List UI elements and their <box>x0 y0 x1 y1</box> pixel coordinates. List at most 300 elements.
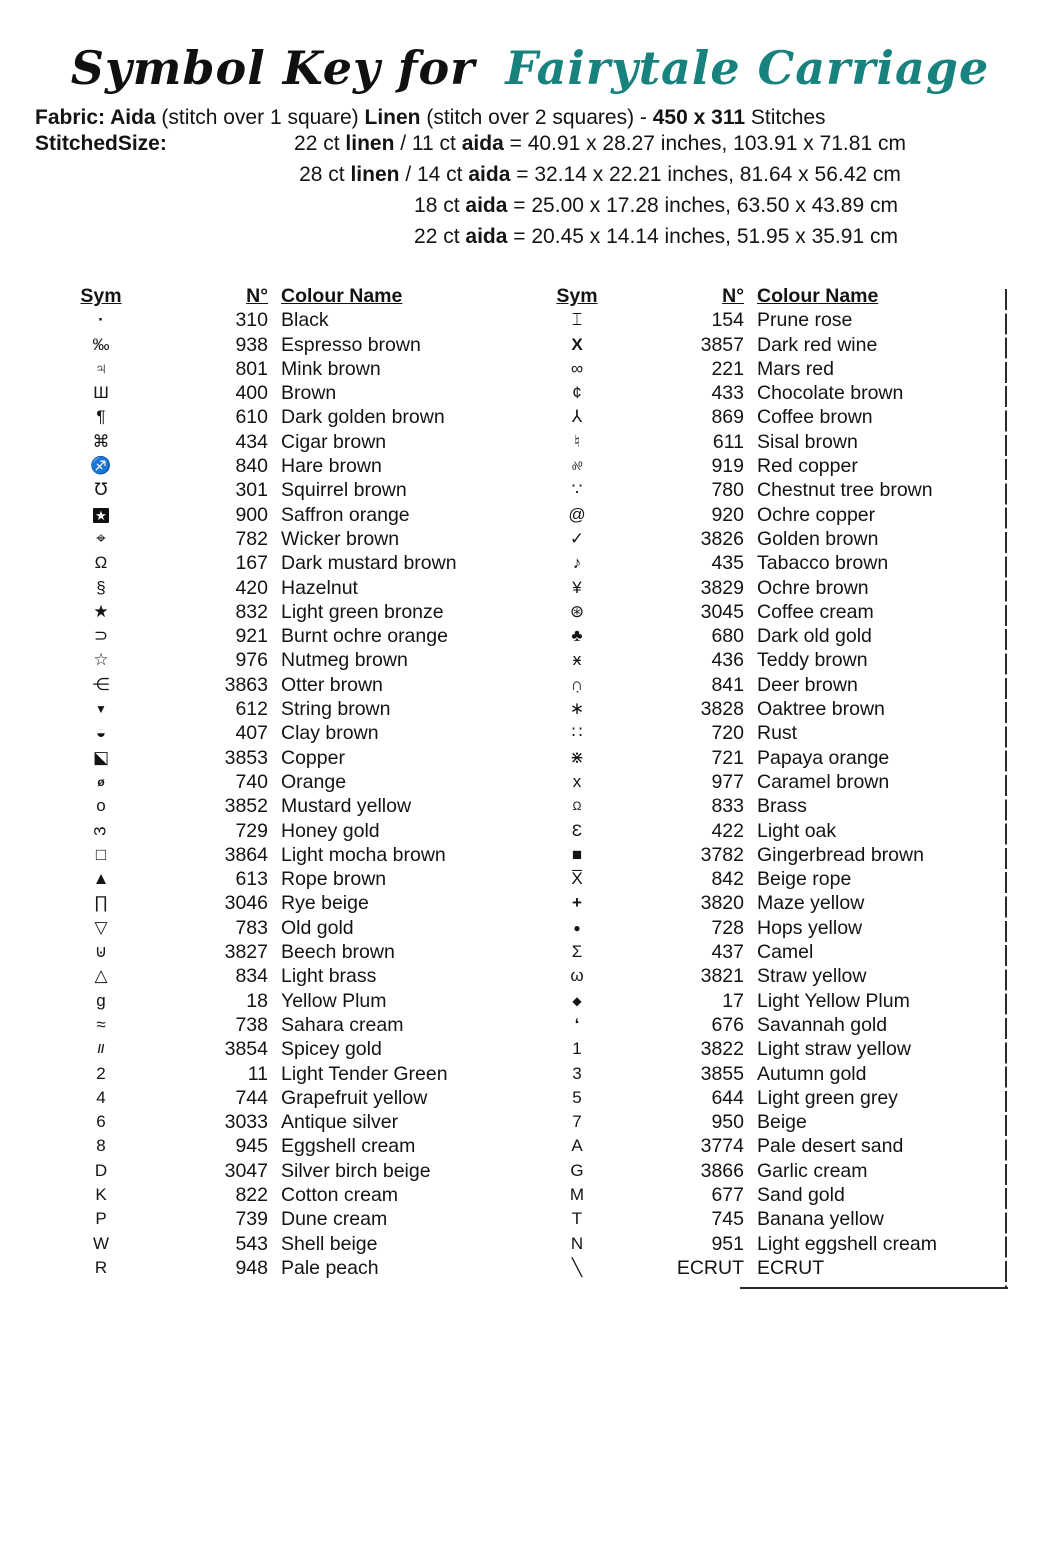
text-segment: = 25.00 x 17.28 inches, 63.50 x 43.89 cm <box>507 194 898 218</box>
symbol-cell <box>72 819 130 843</box>
table-row <box>72 964 522 988</box>
symbol-cell <box>548 1183 606 1207</box>
table-row <box>548 333 998 357</box>
number-cell: 420 <box>235 576 268 599</box>
symbol-cell <box>72 964 130 988</box>
number-cell: 3047 <box>224 1159 268 1182</box>
number-cell: 437 <box>711 941 744 964</box>
number-cell: 739 <box>235 1208 268 1231</box>
number-cell: 435 <box>711 552 744 575</box>
table-row <box>548 551 998 575</box>
symbol-cell <box>548 357 606 381</box>
table-row <box>548 405 998 429</box>
colour-name-cell: Antique silver <box>281 1111 399 1134</box>
stitch-symbol-glyph: ∩̣ <box>570 674 584 694</box>
text-segment: = 20.45 x 14.14 inches, 51.95 x 35.91 cm <box>507 225 898 249</box>
colour-name-cell: Otter brown <box>281 673 383 696</box>
colour-name-cell: Teddy brown <box>757 649 868 672</box>
stitch-symbol-glyph: ▼ <box>95 702 107 717</box>
symbol-cell <box>72 454 130 478</box>
stitch-symbol-glyph: ⌘ <box>92 431 110 451</box>
colour-name-cell: Maze yellow <box>757 892 865 915</box>
colour-name-cell: Light green bronze <box>281 600 444 623</box>
table-row <box>72 576 522 600</box>
colour-name-cell: Wicker brown <box>281 527 400 550</box>
colour-name-cell: Honey gold <box>281 819 380 842</box>
symbol-cell <box>72 624 130 648</box>
number-cell: 310 <box>235 309 268 332</box>
colour-name-cell: Copper <box>281 746 345 769</box>
text-segment: linen <box>350 163 400 187</box>
stitch-symbol-glyph: ✓ <box>569 528 585 548</box>
colour-name-cell: Sisal brown <box>757 430 858 453</box>
fabric-line <box>35 106 1060 130</box>
number-cell: 869 <box>711 406 744 429</box>
symbol-cell <box>548 1134 606 1158</box>
symbol-cell <box>72 673 130 697</box>
number-cell: 3046 <box>224 892 268 915</box>
table-row <box>548 527 998 551</box>
text-segment: 28 ct <box>299 163 351 187</box>
stitch-symbol-glyph: ⋇ <box>569 747 585 767</box>
table-row <box>72 1232 522 1256</box>
symbol-cell <box>548 891 606 915</box>
stitch-symbol-glyph: ӿ <box>572 650 582 670</box>
number-cell: 738 <box>235 1013 268 1036</box>
header-sym: Sym <box>556 285 598 307</box>
colour-name-cell: Straw yellow <box>757 965 867 988</box>
text-segment: (stitch over 2 squares) - <box>420 106 653 130</box>
stitch-symbol-glyph: 1 <box>572 1039 582 1059</box>
colour-name-cell: Orange <box>281 770 347 793</box>
colour-name-cell: Dark old gold <box>757 625 872 648</box>
text-segment: 22 ct <box>414 225 466 249</box>
colour-name-cell: Garlic cream <box>757 1159 868 1182</box>
number-cell: 3826 <box>700 527 744 550</box>
stitched-size-line <box>225 132 975 156</box>
colour-name-cell: Rust <box>757 722 798 745</box>
table-row <box>72 405 522 429</box>
text-segment: 18 ct <box>414 194 466 218</box>
colour-name-cell: Light mocha brown <box>281 843 446 866</box>
stitch-symbol-glyph: ⊛ <box>569 601 585 621</box>
colour-name-cell: Squirrel brown <box>281 479 407 502</box>
number-cell: 677 <box>711 1183 744 1206</box>
symbol-cell <box>72 1207 130 1231</box>
symbol-cell <box>548 503 606 527</box>
number-cell: 951 <box>711 1232 744 1255</box>
stitch-symbol-glyph: ∵ <box>571 480 583 500</box>
text-segment: / 14 ct <box>399 163 469 187</box>
stitch-symbol-glyph: o <box>96 796 106 816</box>
symbol-cell <box>548 478 606 502</box>
symbol-cell <box>548 600 606 624</box>
table-row <box>72 770 522 794</box>
symbol-cell <box>72 1232 130 1256</box>
table-row <box>72 600 522 624</box>
stitch-symbol-glyph: ⬕ <box>92 747 110 767</box>
stitch-symbol-glyph: ⌶ <box>571 310 583 330</box>
number-cell: 780 <box>711 479 744 502</box>
colour-name-cell: Brass <box>757 795 807 818</box>
stitch-symbol-glyph: ω <box>570 966 584 986</box>
number-cell: 834 <box>235 965 268 988</box>
number-cell: 436 <box>711 649 744 672</box>
symbol-cell <box>548 1086 606 1110</box>
symbol-cell <box>548 381 606 405</box>
stitched-size-block <box>35 132 1060 256</box>
symbol-cell <box>548 1207 606 1231</box>
stitch-symbol-glyph: 6 <box>96 1112 106 1132</box>
symbol-cell <box>72 1013 130 1037</box>
text-segment: aida <box>465 194 508 218</box>
stitch-symbol-glyph: @ <box>568 504 586 524</box>
text-segment: Linen <box>364 106 421 130</box>
stitch-symbol-glyph: ⋲ <box>92 674 110 694</box>
text-segment: 450 x 311 <box>652 106 746 130</box>
stitch-symbol-glyph: R <box>94 1257 108 1277</box>
table-row <box>548 1232 998 1256</box>
table-row <box>72 648 522 672</box>
stitch-symbol-glyph: ╲ <box>571 1257 583 1277</box>
colour-name-cell: Clay brown <box>281 722 379 745</box>
symbol-cell <box>72 1110 130 1134</box>
colour-name-cell: Hare brown <box>281 455 382 478</box>
symbol-cell <box>72 1183 130 1207</box>
number-cell: 3864 <box>224 843 268 866</box>
symbol-cell <box>548 454 606 478</box>
text-segment: / 11 ct <box>394 132 462 156</box>
number-cell: 833 <box>711 795 744 818</box>
number-cell: 3033 <box>224 1111 268 1134</box>
number-cell: 434 <box>235 430 268 453</box>
symbol-cell <box>548 1110 606 1134</box>
stitch-symbol-glyph: ♪ <box>572 553 582 573</box>
stitch-symbol-glyph: ≈ <box>96 1014 106 1034</box>
page-title <box>0 41 1060 95</box>
colour-name-cell: Papaya orange <box>757 746 890 769</box>
number-cell: 3866 <box>700 1159 744 1182</box>
stitch-symbol-glyph: ⅄ <box>571 407 583 427</box>
stitch-symbol-glyph: · <box>98 310 104 330</box>
key-column-left <box>72 284 522 1280</box>
symbol-cell <box>548 697 606 721</box>
colour-name-cell: Banana yellow <box>757 1208 884 1231</box>
text-segment: (stitch over 1 square) <box>155 106 365 130</box>
table-row <box>548 989 998 1013</box>
colour-name-cell: Hazelnut <box>281 576 358 599</box>
number-cell: 945 <box>235 1135 268 1158</box>
table-row <box>72 1037 522 1061</box>
number-cell: 920 <box>711 503 744 526</box>
number-cell: ECRUT <box>676 1256 744 1279</box>
table-row <box>548 308 998 332</box>
table-row <box>548 1110 998 1134</box>
table-row <box>72 819 522 843</box>
colour-name-cell: Light Tender Green <box>281 1062 448 1085</box>
stitch-symbol-glyph: ‘ <box>574 1014 580 1034</box>
number-cell: 801 <box>235 357 268 380</box>
number-cell: 400 <box>235 382 268 405</box>
stitch-symbol-glyph: ♐ <box>90 456 112 476</box>
symbol-cell <box>72 989 130 1013</box>
colour-name-cell: Dark red wine <box>757 333 878 356</box>
symbol-cell <box>72 478 130 502</box>
number-cell: 3854 <box>224 1038 268 1061</box>
table-bottom-border <box>740 1287 1008 1289</box>
colour-name-cell: Dark mustard brown <box>281 552 457 575</box>
symbol-cell <box>72 333 130 357</box>
table-row <box>548 746 998 770</box>
stitch-symbol-glyph: ■ <box>571 844 583 864</box>
symbol-cell <box>548 308 606 332</box>
stitch-symbol-glyph: ● <box>573 920 581 935</box>
number-cell: 3855 <box>700 1062 744 1085</box>
table-row <box>72 916 522 940</box>
table-row <box>548 940 998 964</box>
table-row <box>72 527 522 551</box>
table-row <box>548 1183 998 1207</box>
number-cell: 3827 <box>224 941 268 964</box>
stitch-symbol-glyph: W <box>92 1233 110 1253</box>
symbol-cell <box>72 746 130 770</box>
stitch-symbol-glyph: ♃ <box>94 358 108 378</box>
table-row <box>72 746 522 770</box>
symbol-cell <box>72 1037 130 1061</box>
table-row <box>72 1013 522 1037</box>
number-cell: 422 <box>711 819 744 842</box>
colour-name-cell: Light eggshell cream <box>757 1232 937 1255</box>
table-row <box>72 721 522 745</box>
number-cell: 3852 <box>224 795 268 818</box>
number-cell: 3853 <box>224 746 268 769</box>
table-row <box>548 648 998 672</box>
number-cell: 921 <box>235 625 268 648</box>
colour-name-cell: Pale peach <box>281 1256 379 1279</box>
number-cell: 3863 <box>224 673 268 696</box>
colour-name-cell: Ochre brown <box>757 576 869 599</box>
table-row <box>548 600 998 624</box>
table-row <box>72 333 522 357</box>
number-cell: 919 <box>711 455 744 478</box>
table-row <box>72 867 522 891</box>
table-row <box>72 308 522 332</box>
symbol-cell <box>72 1256 130 1280</box>
colour-name-cell: Light Yellow Plum <box>757 989 910 1012</box>
colour-name-cell: Light straw yellow <box>757 1038 911 1061</box>
stitch-symbol-glyph: Ω <box>94 553 108 573</box>
stitch-symbol-glyph: 2 <box>96 1063 106 1083</box>
symbol-cell <box>548 1256 606 1280</box>
symbol-cell <box>548 405 606 429</box>
colour-name-cell: Dune cream <box>281 1208 388 1231</box>
symbol-cell <box>72 405 130 429</box>
stitch-symbol-glyph: K <box>95 1184 107 1204</box>
stitch-symbol-glyph: ▽ <box>94 917 108 937</box>
stitch-symbol-glyph: D <box>94 1160 108 1180</box>
symbol-cell <box>72 503 130 527</box>
stitch-symbol-glyph: ◒ <box>95 723 107 743</box>
text-segment: aida <box>465 225 508 249</box>
colour-name-cell: Oaktree brown <box>757 698 885 721</box>
table-row <box>72 1256 522 1280</box>
stitch-symbol-glyph: 4 <box>96 1087 106 1107</box>
number-cell: 644 <box>711 1086 744 1109</box>
table-row <box>548 357 998 381</box>
number-cell: 740 <box>235 770 268 793</box>
colour-name-cell: Rye beige <box>281 892 369 915</box>
stitch-symbol-glyph: + <box>572 893 582 913</box>
table-row <box>72 794 522 818</box>
text-segment: linen <box>345 132 395 156</box>
colour-name-cell: Caramel brown <box>757 770 890 793</box>
stitched-size-line <box>225 194 975 218</box>
colour-name-cell: ECRUT <box>757 1256 825 1279</box>
symbol-cell <box>548 819 606 843</box>
title-prefix: Symbol Key for <box>70 41 476 95</box>
text-segment: Stitches <box>745 106 826 130</box>
number-cell: 3857 <box>700 333 744 356</box>
colour-name-cell: Grapefruit yellow <box>281 1086 428 1109</box>
symbol-cell <box>548 673 606 697</box>
number-cell: 407 <box>235 722 268 745</box>
table-row <box>548 381 998 405</box>
stitch-symbol-glyph: P <box>95 1209 107 1229</box>
table-row <box>548 964 998 988</box>
number-cell: 11 <box>247 1062 268 1085</box>
stitch-symbol-glyph: ◆ <box>572 993 582 1008</box>
colour-name-cell: Savannah gold <box>757 1013 888 1036</box>
header-number: N° <box>722 285 744 307</box>
colour-name-cell: Golden brown <box>757 527 879 550</box>
stitch-symbol-glyph: A <box>571 1136 583 1156</box>
stitch-symbol-glyph: ‰ <box>92 334 110 354</box>
stitch-symbol-glyph: ♣ <box>571 626 583 646</box>
symbol-cell <box>548 576 606 600</box>
stitch-symbol-glyph: ∞ <box>570 358 584 378</box>
table-row <box>72 357 522 381</box>
number-cell: 721 <box>711 746 744 769</box>
stitched-size-lines <box>225 132 975 256</box>
number-cell: 167 <box>235 552 268 575</box>
table-row <box>548 673 998 697</box>
number-cell: 610 <box>235 406 268 429</box>
stitch-symbol-glyph: ⊃ <box>93 626 109 646</box>
symbol-cell <box>548 940 606 964</box>
stitch-symbol-glyph: 3 <box>90 825 110 836</box>
table-right-border <box>1005 289 1007 1289</box>
header-colour-name: Colour Name <box>757 285 879 307</box>
number-cell: 822 <box>235 1183 268 1206</box>
symbol-cell <box>72 940 130 964</box>
colour-name-cell: Cotton cream <box>281 1183 399 1206</box>
table-row <box>548 697 998 721</box>
number-cell: 301 <box>235 479 268 502</box>
symbol-cell <box>72 551 130 575</box>
table-row <box>548 1256 998 1280</box>
colour-name-cell: Prune rose <box>757 309 853 332</box>
stitch-symbol-glyph: G <box>570 1160 584 1180</box>
number-cell: 17 <box>722 989 744 1012</box>
stitch-symbol-glyph: □ <box>95 844 107 864</box>
symbol-cell <box>72 648 130 672</box>
table-row <box>72 430 522 454</box>
number-cell: 900 <box>235 503 268 526</box>
table-row <box>548 1086 998 1110</box>
stitch-symbol-glyph: Ш <box>93 383 109 403</box>
table-row <box>548 1159 998 1183</box>
header-sym: Sym <box>80 285 122 307</box>
colour-name-cell: Black <box>281 309 329 332</box>
number-cell: 154 <box>711 309 744 332</box>
colour-name-cell: Mustard yellow <box>281 795 412 818</box>
number-cell: 3822 <box>700 1038 744 1061</box>
stitch-symbol-glyph: ♮ <box>573 431 581 451</box>
stitch-symbol-glyph: Σ <box>571 942 583 962</box>
colour-name-cell: Beige <box>757 1111 807 1134</box>
key-column-right <box>548 284 998 1280</box>
table-row <box>72 1207 522 1231</box>
colour-name-cell: Hops yellow <box>757 916 863 939</box>
text-segment: = 32.14 x 22.21 inches, 81.64 x 56.42 cm <box>510 163 901 187</box>
symbol-cell <box>548 527 606 551</box>
symbol-cell <box>548 746 606 770</box>
key-rows-left <box>72 308 522 1280</box>
table-row <box>72 551 522 575</box>
symbol-cell <box>72 697 130 721</box>
colour-name-cell: Camel <box>757 941 814 964</box>
symbol-cell <box>72 576 130 600</box>
number-cell: 728 <box>711 916 744 939</box>
stitch-symbol-glyph: % <box>571 459 583 474</box>
table-row <box>548 721 998 745</box>
table-row <box>72 1062 522 1086</box>
colour-name-cell: Chocolate brown <box>757 382 904 405</box>
colour-name-cell: Rope brown <box>281 868 387 891</box>
stitch-symbol-glyph: Ω <box>572 799 582 814</box>
table-row <box>548 1062 998 1086</box>
colour-name-cell: Espresso brown <box>281 333 421 356</box>
table-row <box>72 1110 522 1134</box>
number-cell: 680 <box>711 625 744 648</box>
text-segment: = 40.91 x 28.27 inches, 103.91 x 71.81 cm <box>503 132 906 156</box>
header-colour-name: Colour Name <box>281 285 403 307</box>
number-cell: 938 <box>235 333 268 356</box>
table-row <box>548 1013 998 1037</box>
stitch-symbol-glyph: ☆ <box>93 650 109 670</box>
symbol-cell <box>548 333 606 357</box>
symbol-cell <box>72 527 130 551</box>
colour-name-cell: Chestnut tree brown <box>757 479 933 502</box>
text-segment: Fabric: Aida <box>35 106 156 130</box>
symbol-cell <box>72 891 130 915</box>
colour-name-cell: Light green grey <box>757 1086 898 1109</box>
colour-name-cell: Shell beige <box>281 1232 378 1255</box>
number-cell: 3774 <box>700 1135 744 1158</box>
colour-name-cell: Mars red <box>757 357 834 380</box>
symbol-cell <box>548 648 606 672</box>
stitch-symbol-glyph: ∷ <box>571 723 583 743</box>
colour-name-cell: Eggshell cream <box>281 1135 416 1158</box>
number-cell: 3045 <box>700 600 744 623</box>
colour-name-cell: Burnt ochre orange <box>281 625 448 648</box>
stitch-symbol-glyph: T <box>571 1209 583 1229</box>
table-row <box>548 478 998 502</box>
colour-name-cell: Beech brown <box>281 941 395 964</box>
number-cell: 840 <box>235 455 268 478</box>
stitch-symbol-glyph: // <box>97 1042 105 1057</box>
number-cell: 783 <box>235 916 268 939</box>
